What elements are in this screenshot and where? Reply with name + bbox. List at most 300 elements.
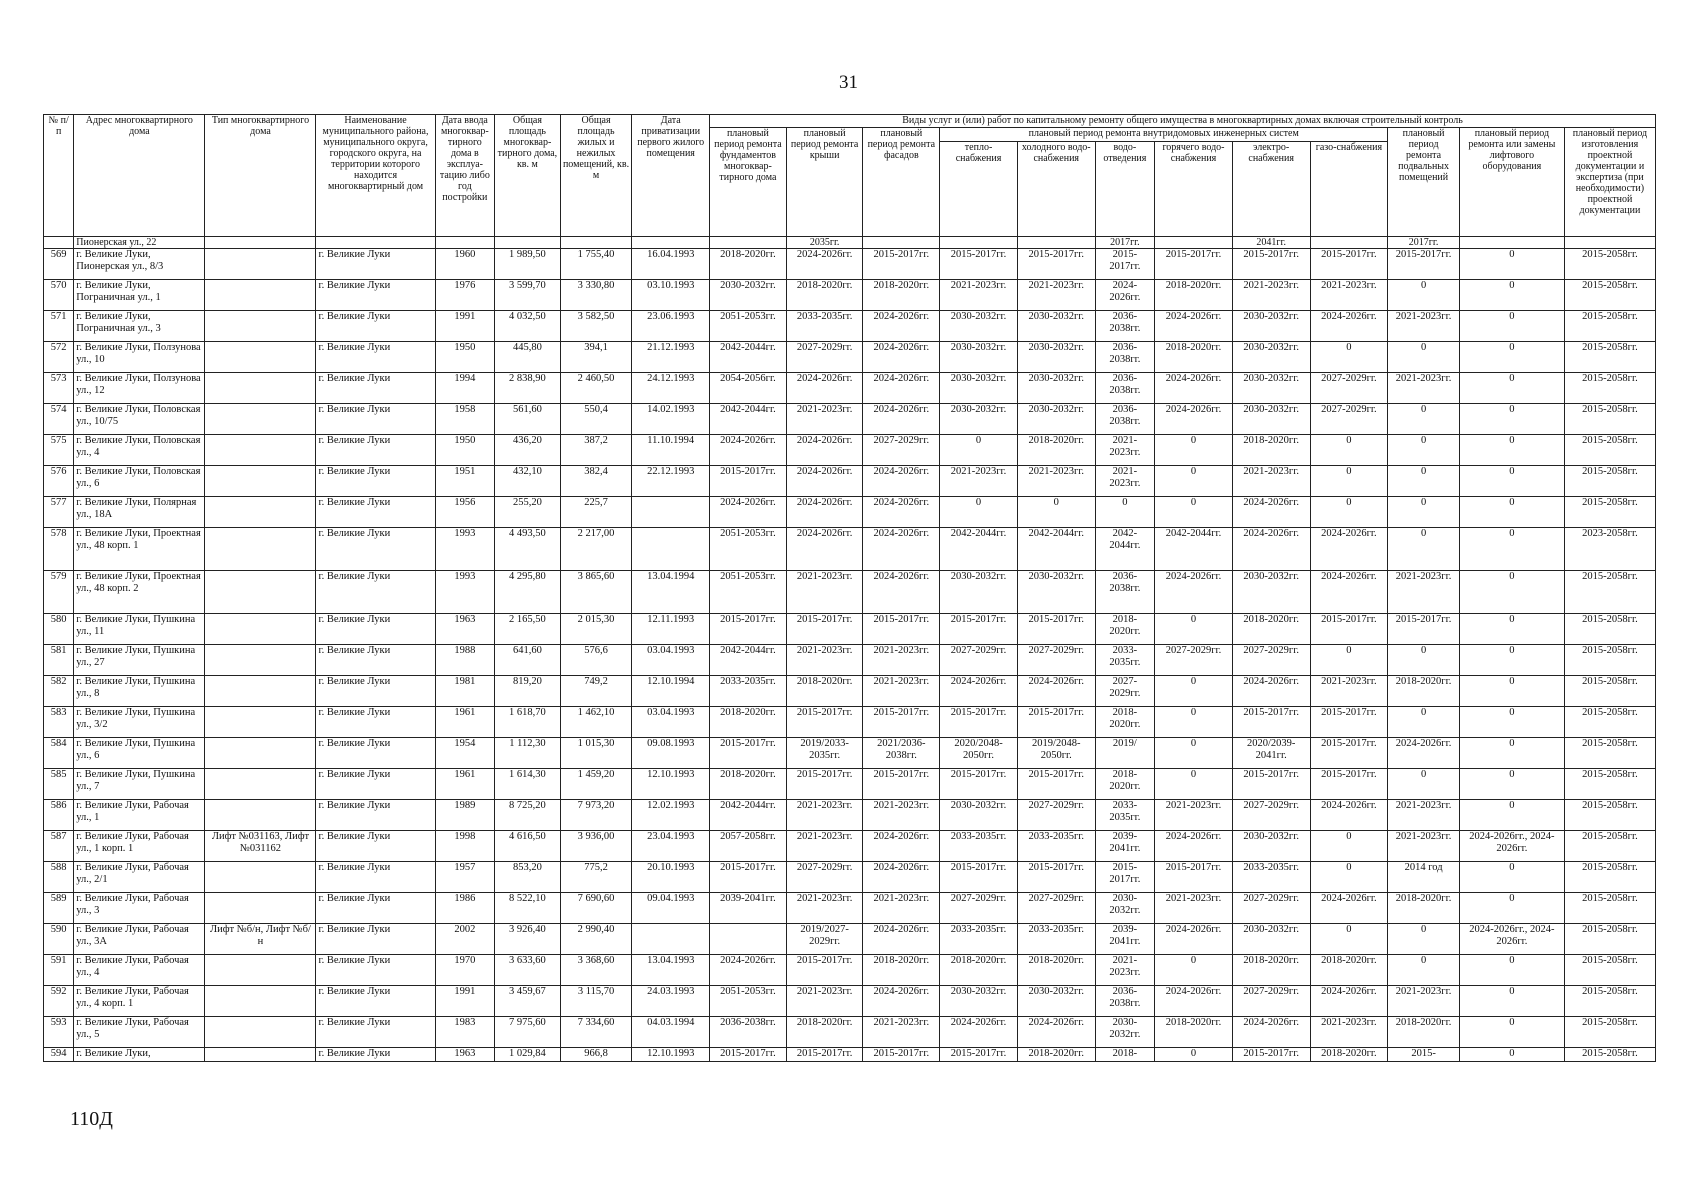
municipality-cell: г. Великие Луки xyxy=(316,614,435,645)
elevator-cell: 0 xyxy=(1459,466,1564,497)
facade-cell: 2024-2026гг. xyxy=(863,342,940,373)
facade-cell: 2024-2026гг. xyxy=(863,311,940,342)
year-cell: 1989 xyxy=(435,800,495,831)
basement-cell: 2021-2023гг. xyxy=(1388,986,1460,1017)
basement-cell: 0 xyxy=(1388,528,1460,571)
cold-water-cell: 2030-2032гг. xyxy=(1017,342,1095,373)
address-cell: г. Великие Луки, Пограничная ул., 3 xyxy=(74,311,205,342)
privatization-cell: 16.04.1993 xyxy=(632,249,710,280)
cold-water-cell: 2021-2023гг. xyxy=(1017,280,1095,311)
heat-cell: 2030-2032гг. xyxy=(940,404,1018,435)
design-docs-cell: 2015-2058гг. xyxy=(1564,1017,1655,1048)
type-cell xyxy=(205,528,316,571)
gas-cell: 2024-2026гг. xyxy=(1310,528,1388,571)
privatization-cell xyxy=(632,528,710,571)
address-cell: г. Великие Луки, Проектная ул., 48 корп. 1 xyxy=(74,528,205,571)
total-area-cell: 445,80 xyxy=(495,342,561,373)
address-cell: г. Великие Луки, Рабочая ул., 5 xyxy=(74,1017,205,1048)
design-docs-cell: 2015-2058гг. xyxy=(1564,738,1655,769)
roof-cell: 2033-2035гг. xyxy=(786,311,863,342)
address-cell: г. Великие Луки, Рабочая ул., 3 xyxy=(74,893,205,924)
gas-cell: 2015-2017гг. xyxy=(1310,249,1388,280)
facade-cell: 2024-2026гг. xyxy=(863,924,940,955)
address-cell: г. Великие Луки, Рабочая ул., 4 xyxy=(74,955,205,986)
type-cell xyxy=(205,311,316,342)
design-docs-cell: 2015-2058гг. xyxy=(1564,342,1655,373)
heat-cell: 2015-2017гг. xyxy=(940,769,1018,800)
table-row xyxy=(44,645,1656,676)
heat-cell: 2042-2044гг. xyxy=(940,528,1018,571)
design-docs-cell: 2015-2058гг. xyxy=(1564,862,1655,893)
gas-cell: 2018-2020гг. xyxy=(1310,955,1388,986)
type-cell xyxy=(205,800,316,831)
sewer-cell: 2015-2017гг. xyxy=(1095,862,1155,893)
elevator-cell: 0 xyxy=(1459,1017,1564,1048)
sewer-cell: 2036-2038гг. xyxy=(1095,373,1155,404)
heat-cell: 2030-2032гг. xyxy=(940,800,1018,831)
privatization-cell: 20.10.1993 xyxy=(632,862,710,893)
gas-cell: 0 xyxy=(1310,645,1388,676)
footer-code: 110Д xyxy=(70,1108,113,1130)
gas-cell: 0 xyxy=(1310,924,1388,955)
foundation-cell: 2015-2017гг. xyxy=(710,1048,787,1062)
col-sewer-header: водо-отведения xyxy=(1095,142,1155,237)
elevator-cell: 0 xyxy=(1459,862,1564,893)
col-municipality-header: Наименование муниципального района, муниципального округа, городского округа, на территории которого находится многоквартирный дом xyxy=(316,115,435,237)
address-cell: г. Великие Луки, Пограничная ул., 1 xyxy=(74,280,205,311)
roof-cell: 2018-2020гг. xyxy=(786,280,863,311)
col-address-header: Адрес многоквартирного дома xyxy=(74,115,205,237)
heat-cell: 2030-2032гг. xyxy=(940,373,1018,404)
design-docs-cell: 2015-2058гг. xyxy=(1564,404,1655,435)
basement-cell: 2015-2017гг. xyxy=(1388,249,1460,280)
foundation-cell: 2024-2026гг. xyxy=(710,955,787,986)
design-docs-cell: 2015-2058гг. xyxy=(1564,373,1655,404)
table-row xyxy=(44,769,1656,800)
elevator-cell: 0 xyxy=(1459,769,1564,800)
foundation-cell: 2024-2026гг. xyxy=(710,497,787,528)
total-area-cell: 2 165,50 xyxy=(495,614,561,645)
municipality-cell: г. Великие Луки xyxy=(316,645,435,676)
roof-cell: 2024-2026гг. xyxy=(786,373,863,404)
roof-cell: 2024-2026гг. xyxy=(786,435,863,466)
address-cell: г. Великие Луки, Рабочая ул., 2/1 xyxy=(74,862,205,893)
cold-water-cell: 2030-2032гг. xyxy=(1017,404,1095,435)
sewer-cell: 2036-2038гг. xyxy=(1095,986,1155,1017)
hot-water-cell: 2024-2026гг. xyxy=(1155,311,1233,342)
heat-cell: 2015-2017гг. xyxy=(940,862,1018,893)
hot-water-cell: 2021-2023гг. xyxy=(1155,800,1233,831)
hot-water-cell: 2024-2026гг. xyxy=(1155,404,1233,435)
sewer-cell: 2018- xyxy=(1095,1048,1155,1062)
type-cell: Лифт №031163, Лифт №031162 xyxy=(205,831,316,862)
foundation-cell: 2051-2053гг. xyxy=(710,986,787,1017)
privatization-cell: 23.04.1993 xyxy=(632,831,710,862)
roof-cell: 2018-2020гг. xyxy=(786,676,863,707)
cold-water-cell: 2019/2048-2050гг. xyxy=(1017,738,1095,769)
address-cell: г. Великие Луки, Проектная ул., 48 корп. 2 xyxy=(74,571,205,614)
cold-water-cell: 2015-2017гг. xyxy=(1017,769,1095,800)
foundation-cell: 2015-2017гг. xyxy=(710,614,787,645)
table-row xyxy=(44,676,1656,707)
num-cell: 588 xyxy=(44,862,74,893)
electric-cell: 2030-2032гг. xyxy=(1232,342,1310,373)
foundation-cell: 2051-2053гг. xyxy=(710,311,787,342)
cold-water-cell: 2018-2020гг. xyxy=(1017,1048,1095,1062)
gas-cell: 0 xyxy=(1310,831,1388,862)
address-cell: г. Великие Луки, Пушкина ул., 8 xyxy=(74,676,205,707)
total-area-cell: 8 725,20 xyxy=(495,800,561,831)
electric-cell: 2024-2026гг. xyxy=(1232,1017,1310,1048)
facade-cell: 2024-2026гг. xyxy=(863,862,940,893)
type-cell xyxy=(205,769,316,800)
living-area-cell: 387,2 xyxy=(560,435,632,466)
foundation-cell: 2018-2020гг. xyxy=(710,707,787,738)
roof-cell: 2019/2033-2035гг. xyxy=(786,738,863,769)
municipality-cell: г. Великие Луки xyxy=(316,1017,435,1048)
design-docs-cell: 2015-2058гг. xyxy=(1564,435,1655,466)
address-cell: г. Великие Луки, Рабочая ул., 3А xyxy=(74,924,205,955)
heat-cell: 2030-2032гг. xyxy=(940,986,1018,1017)
electric-cell: 2033-2035гг. xyxy=(1232,862,1310,893)
table-row xyxy=(44,1048,1656,1062)
num-cell: 569 xyxy=(44,249,74,280)
elevator-cell: 0 xyxy=(1459,373,1564,404)
heat-cell: 2021-2023гг. xyxy=(940,466,1018,497)
sewer-cell: 2036-2038гг. xyxy=(1095,342,1155,373)
year-cell: 1981 xyxy=(435,676,495,707)
municipality-cell: г. Великие Луки xyxy=(316,280,435,311)
elevator-cell: 0 xyxy=(1459,280,1564,311)
electric-cell: 2024-2026гг. xyxy=(1232,528,1310,571)
sewer-cell: 2021-2023гг. xyxy=(1095,955,1155,986)
table-row xyxy=(44,571,1656,614)
living-area-cell: 3 368,60 xyxy=(560,955,632,986)
hot-water-cell: 2024-2026гг. xyxy=(1155,571,1233,614)
cold-water-cell: 2024-2026гг. xyxy=(1017,676,1095,707)
electric-cell: 2030-2032гг. xyxy=(1232,831,1310,862)
municipality-cell: г. Великие Луки xyxy=(316,311,435,342)
privatization-cell: 09.04.1993 xyxy=(632,893,710,924)
facade-cell: 2024-2026гг. xyxy=(863,986,940,1017)
design-docs-cell: 2015-2058гг. xyxy=(1564,571,1655,614)
electric-cell: 2030-2032гг. xyxy=(1232,404,1310,435)
gas-cell: 0 xyxy=(1310,497,1388,528)
municipality-cell: г. Великие Луки xyxy=(316,893,435,924)
living-area-cell: 3 936,00 xyxy=(560,831,632,862)
table-row xyxy=(44,373,1656,404)
gas-cell: 2024-2026гг. xyxy=(1310,986,1388,1017)
elevator-cell: 0 xyxy=(1459,676,1564,707)
num-cell: 582 xyxy=(44,676,74,707)
total-area-cell: 3 599,70 xyxy=(495,280,561,311)
type-cell xyxy=(205,373,316,404)
foundation-cell: 2015-2017гг. xyxy=(710,466,787,497)
elevator-cell: 0 xyxy=(1459,893,1564,924)
municipality-cell: г. Великие Луки xyxy=(316,738,435,769)
basement-cell: 0 xyxy=(1388,404,1460,435)
cold-water-cell: 2021-2023гг. xyxy=(1017,466,1095,497)
privatization-cell: 12.10.1994 xyxy=(632,676,710,707)
municipality-cell: г. Великие Луки xyxy=(316,373,435,404)
living-area-cell: 1 755,40 xyxy=(560,249,632,280)
year-cell: 1986 xyxy=(435,893,495,924)
electric-cell: 2027-2029гг. xyxy=(1232,800,1310,831)
facade-cell: 2015-2017гг. xyxy=(863,769,940,800)
heat-cell: 2020/2048-2050гг. xyxy=(940,738,1018,769)
num-cell: 577 xyxy=(44,497,74,528)
elevator-cell: 0 xyxy=(1459,404,1564,435)
heat-cell: 0 xyxy=(940,497,1018,528)
privatization-cell: 21.12.1993 xyxy=(632,342,710,373)
basement-cell: 2015-2017гг. xyxy=(1388,614,1460,645)
gas-cell: 2021-2023гг. xyxy=(1310,1017,1388,1048)
living-area-cell: 3 582,50 xyxy=(560,311,632,342)
design-docs-cell: 2015-2058гг. xyxy=(1564,955,1655,986)
gas-cell: 2015-2017гг. xyxy=(1310,614,1388,645)
privatization-cell: 14.02.1993 xyxy=(632,404,710,435)
facade-cell: 2024-2026гг. xyxy=(863,528,940,571)
hot-water-cell: 0 xyxy=(1155,738,1233,769)
hot-water-cell: 2021-2023гг. xyxy=(1155,893,1233,924)
cold-water-cell: 2030-2032гг. xyxy=(1017,373,1095,404)
year-cell: 1998 xyxy=(435,831,495,862)
capital-repair-register-table xyxy=(43,114,1656,1062)
living-area-cell: 7 334,60 xyxy=(560,1017,632,1048)
design-docs-cell: 2015-2058гг. xyxy=(1564,924,1655,955)
electric-cell: 2030-2032гг. xyxy=(1232,924,1310,955)
table-body xyxy=(44,237,1656,1062)
design-docs-cell: 2015-2058гг. xyxy=(1564,800,1655,831)
foundation-cell: 2030-2032гг. xyxy=(710,280,787,311)
type-cell xyxy=(205,862,316,893)
year-cell: 1961 xyxy=(435,707,495,738)
cold-water-cell: 2030-2032гг. xyxy=(1017,311,1095,342)
facade-cell: 2024-2026гг. xyxy=(863,571,940,614)
year-cell: 1963 xyxy=(435,1048,495,1062)
heat-cell: 2015-2017гг. xyxy=(940,614,1018,645)
table-row xyxy=(44,738,1656,769)
living-area-cell: 1 462,10 xyxy=(560,707,632,738)
electric-cell: 2024-2026гг. xyxy=(1232,497,1310,528)
municipality-cell: г. Великие Луки xyxy=(316,986,435,1017)
basement-cell: 2014 год xyxy=(1388,862,1460,893)
total-area-cell: 432,10 xyxy=(495,466,561,497)
total-area-cell: 4 616,50 xyxy=(495,831,561,862)
roof-cell: 2021-2023гг. xyxy=(786,831,863,862)
sewer-cell: 2027-2029гг. xyxy=(1095,676,1155,707)
address-cell: г. Великие Луки, Пушкина ул., 27 xyxy=(74,645,205,676)
num-cell: 579 xyxy=(44,571,74,614)
year-cell: 1983 xyxy=(435,1017,495,1048)
facade-cell: 2018-2020гг. xyxy=(863,280,940,311)
facade-cell: 2015-2017гг. xyxy=(863,707,940,738)
num-cell: 570 xyxy=(44,280,74,311)
type-cell xyxy=(205,707,316,738)
table-row xyxy=(44,707,1656,738)
total-area-cell: 1 618,70 xyxy=(495,707,561,738)
type-cell xyxy=(205,280,316,311)
elevator-cell: 0 xyxy=(1459,249,1564,280)
basement-cell: 2018-2020гг. xyxy=(1388,1017,1460,1048)
electric-cell: 2027-2029гг. xyxy=(1232,893,1310,924)
engineering-group-header: плановый период ремонта внутридомовых инженерных систем xyxy=(940,128,1388,142)
living-area-cell: 7 690,60 xyxy=(560,893,632,924)
heat-cell: 2030-2032гг. xyxy=(940,571,1018,614)
design-docs-cell: 2015-2058гг. xyxy=(1564,769,1655,800)
hot-water-cell: 2024-2026гг. xyxy=(1155,831,1233,862)
address-cell: г. Великие Луки, Ползунова ул., 12 xyxy=(74,373,205,404)
privatization-cell: 03.04.1993 xyxy=(632,707,710,738)
gas-cell: 2018-2020гг. xyxy=(1310,1048,1388,1062)
num-cell: 575 xyxy=(44,435,74,466)
col-num-header: № п/п xyxy=(44,115,74,237)
cold-water-cell: 2033-2035гг. xyxy=(1017,831,1095,862)
foundation-cell: 2015-2017гг. xyxy=(710,862,787,893)
basement-cell: 2024-2026гг. xyxy=(1388,738,1460,769)
privatization-cell: 11.10.1994 xyxy=(632,435,710,466)
elevator-cell: 2024-2026гг., 2024-2026гг. xyxy=(1459,831,1564,862)
roof-cell: 2021-2023гг. xyxy=(786,986,863,1017)
roof-cell: 2021-2023гг. xyxy=(786,571,863,614)
privatization-cell: 24.12.1993 xyxy=(632,373,710,404)
hot-water-cell: 0 xyxy=(1155,614,1233,645)
heat-cell: 0 xyxy=(940,435,1018,466)
num-cell: 583 xyxy=(44,707,74,738)
basement-cell: 0 xyxy=(1388,280,1460,311)
hot-water-cell: 2027-2029гг. xyxy=(1155,645,1233,676)
basement-cell: 0 xyxy=(1388,435,1460,466)
municipality-cell: г. Великие Луки xyxy=(316,404,435,435)
basement-cell: 2015- xyxy=(1388,1048,1460,1062)
facade-cell: 2027-2029гг. xyxy=(863,435,940,466)
facade-cell: 2024-2026гг. xyxy=(863,497,940,528)
col-basement-header: плановый период ремонта подвальных помещений xyxy=(1388,128,1460,237)
facade-cell: 2021-2023гг. xyxy=(863,645,940,676)
basement-cell: 2021-2023гг. xyxy=(1388,373,1460,404)
facade-cell: 2024-2026гг. xyxy=(863,466,940,497)
foundation-cell: 2042-2044гг. xyxy=(710,800,787,831)
foundation-cell: 2054-2056гг. xyxy=(710,373,787,404)
gas-cell: 2024-2026гг. xyxy=(1310,800,1388,831)
roof-cell: 2024-2026гг. xyxy=(786,528,863,571)
num-cell: 584 xyxy=(44,738,74,769)
table-row xyxy=(44,955,1656,986)
foundation-cell: 2051-2053гг. xyxy=(710,571,787,614)
type-cell xyxy=(205,404,316,435)
living-area-cell: 2 217,00 xyxy=(560,528,632,571)
page-number: 31 xyxy=(839,72,858,93)
hot-water-cell: 2024-2026гг. xyxy=(1155,373,1233,404)
sewer-cell: 2033-2035гг. xyxy=(1095,645,1155,676)
type-cell xyxy=(205,955,316,986)
heat-cell: 2027-2029гг. xyxy=(940,645,1018,676)
address-cell: г. Великие Луки, Половская ул., 6 xyxy=(74,466,205,497)
table-row xyxy=(44,311,1656,342)
roof-cell: 2018-2020гг. xyxy=(786,1017,863,1048)
sewer-cell: 2036-2038гг. xyxy=(1095,404,1155,435)
year-cell: 1951 xyxy=(435,466,495,497)
electric-cell: 2030-2032гг. xyxy=(1232,373,1310,404)
roof-cell: 2015-2017гг. xyxy=(786,955,863,986)
cold-water-cell: 2018-2020гг. xyxy=(1017,435,1095,466)
municipality-cell: г. Великие Луки xyxy=(316,497,435,528)
num-cell: 572 xyxy=(44,342,74,373)
electric-cell: 2018-2020гг. xyxy=(1232,435,1310,466)
roof-cell: 2015-2017гг. xyxy=(786,707,863,738)
facade-cell: 2024-2026гг. xyxy=(863,831,940,862)
design-docs-cell: 2015-2058гг. xyxy=(1564,311,1655,342)
total-area-cell: 819,20 xyxy=(495,676,561,707)
municipality-cell: г. Великие Луки xyxy=(316,528,435,571)
basement-cell: 0 xyxy=(1388,497,1460,528)
elevator-cell: 0 xyxy=(1459,738,1564,769)
foundation-cell: 2039-2041гг. xyxy=(710,893,787,924)
heat-cell: 2030-2032гг. xyxy=(940,311,1018,342)
address-cell: г. Великие Луки, Полярная ул., 18А xyxy=(74,497,205,528)
heat-cell: 2033-2035гг. xyxy=(940,831,1018,862)
year-cell: 1950 xyxy=(435,435,495,466)
continuation-address: Пионерская ул., 22 xyxy=(74,237,205,249)
address-cell: г. Великие Луки, Пушкина ул., 11 xyxy=(74,614,205,645)
facade-cell: 2015-2017гг. xyxy=(863,1048,940,1062)
gas-cell: 2015-2017гг. xyxy=(1310,769,1388,800)
electric-cell: 2015-2017гг. xyxy=(1232,249,1310,280)
address-cell: г. Великие Луки, Ползунова ул., 10 xyxy=(74,342,205,373)
foundation-cell: 2057-2058гг. xyxy=(710,831,787,862)
roof-cell: 2015-2017гг. xyxy=(786,769,863,800)
total-area-cell: 853,20 xyxy=(495,862,561,893)
design-docs-cell: 2015-2058гг. xyxy=(1564,614,1655,645)
table-row xyxy=(44,800,1656,831)
living-area-cell: 3 865,60 xyxy=(560,571,632,614)
type-cell xyxy=(205,614,316,645)
roof-cell: 2021-2023гг. xyxy=(786,645,863,676)
sewer-cell: 0 xyxy=(1095,497,1155,528)
total-area-cell: 1 112,30 xyxy=(495,738,561,769)
design-docs-cell: 2015-2058гг. xyxy=(1564,249,1655,280)
elevator-cell: 0 xyxy=(1459,435,1564,466)
municipality-cell: г. Великие Луки xyxy=(316,955,435,986)
table-row xyxy=(44,249,1656,280)
cold-water-cell: 2024-2026гг. xyxy=(1017,1017,1095,1048)
cold-water-cell: 2030-2032гг. xyxy=(1017,571,1095,614)
heat-cell: 2015-2017гг. xyxy=(940,1048,1018,1062)
foundation-cell: 2051-2053гг. xyxy=(710,528,787,571)
type-cell xyxy=(205,466,316,497)
facade-cell: 2018-2020гг. xyxy=(863,955,940,986)
address-cell: г. Великие Луки, xyxy=(74,1048,205,1062)
privatization-cell: 09.08.1993 xyxy=(632,738,710,769)
hot-water-cell: 2018-2020гг. xyxy=(1155,280,1233,311)
heat-cell: 2021-2023гг. xyxy=(940,280,1018,311)
table-row xyxy=(44,404,1656,435)
address-cell: г. Великие Луки, Пушкина ул., 7 xyxy=(74,769,205,800)
elevator-cell: 0 xyxy=(1459,571,1564,614)
foundation-cell xyxy=(710,924,787,955)
foundation-cell: 2024-2026гг. xyxy=(710,435,787,466)
living-area-cell: 576,6 xyxy=(560,645,632,676)
total-area-cell: 1 989,50 xyxy=(495,249,561,280)
basement-cell: 2021-2023гг. xyxy=(1388,800,1460,831)
hot-water-cell: 0 xyxy=(1155,707,1233,738)
design-docs-cell: 2015-2058гг. xyxy=(1564,645,1655,676)
sewer-cell: 2018-2020гг. xyxy=(1095,614,1155,645)
facade-cell: 2021-2023гг. xyxy=(863,893,940,924)
roof-cell: 2015-2017гг. xyxy=(786,1048,863,1062)
sewer-cell: 2030-2032гг. xyxy=(1095,893,1155,924)
living-area-cell: 2 460,50 xyxy=(560,373,632,404)
